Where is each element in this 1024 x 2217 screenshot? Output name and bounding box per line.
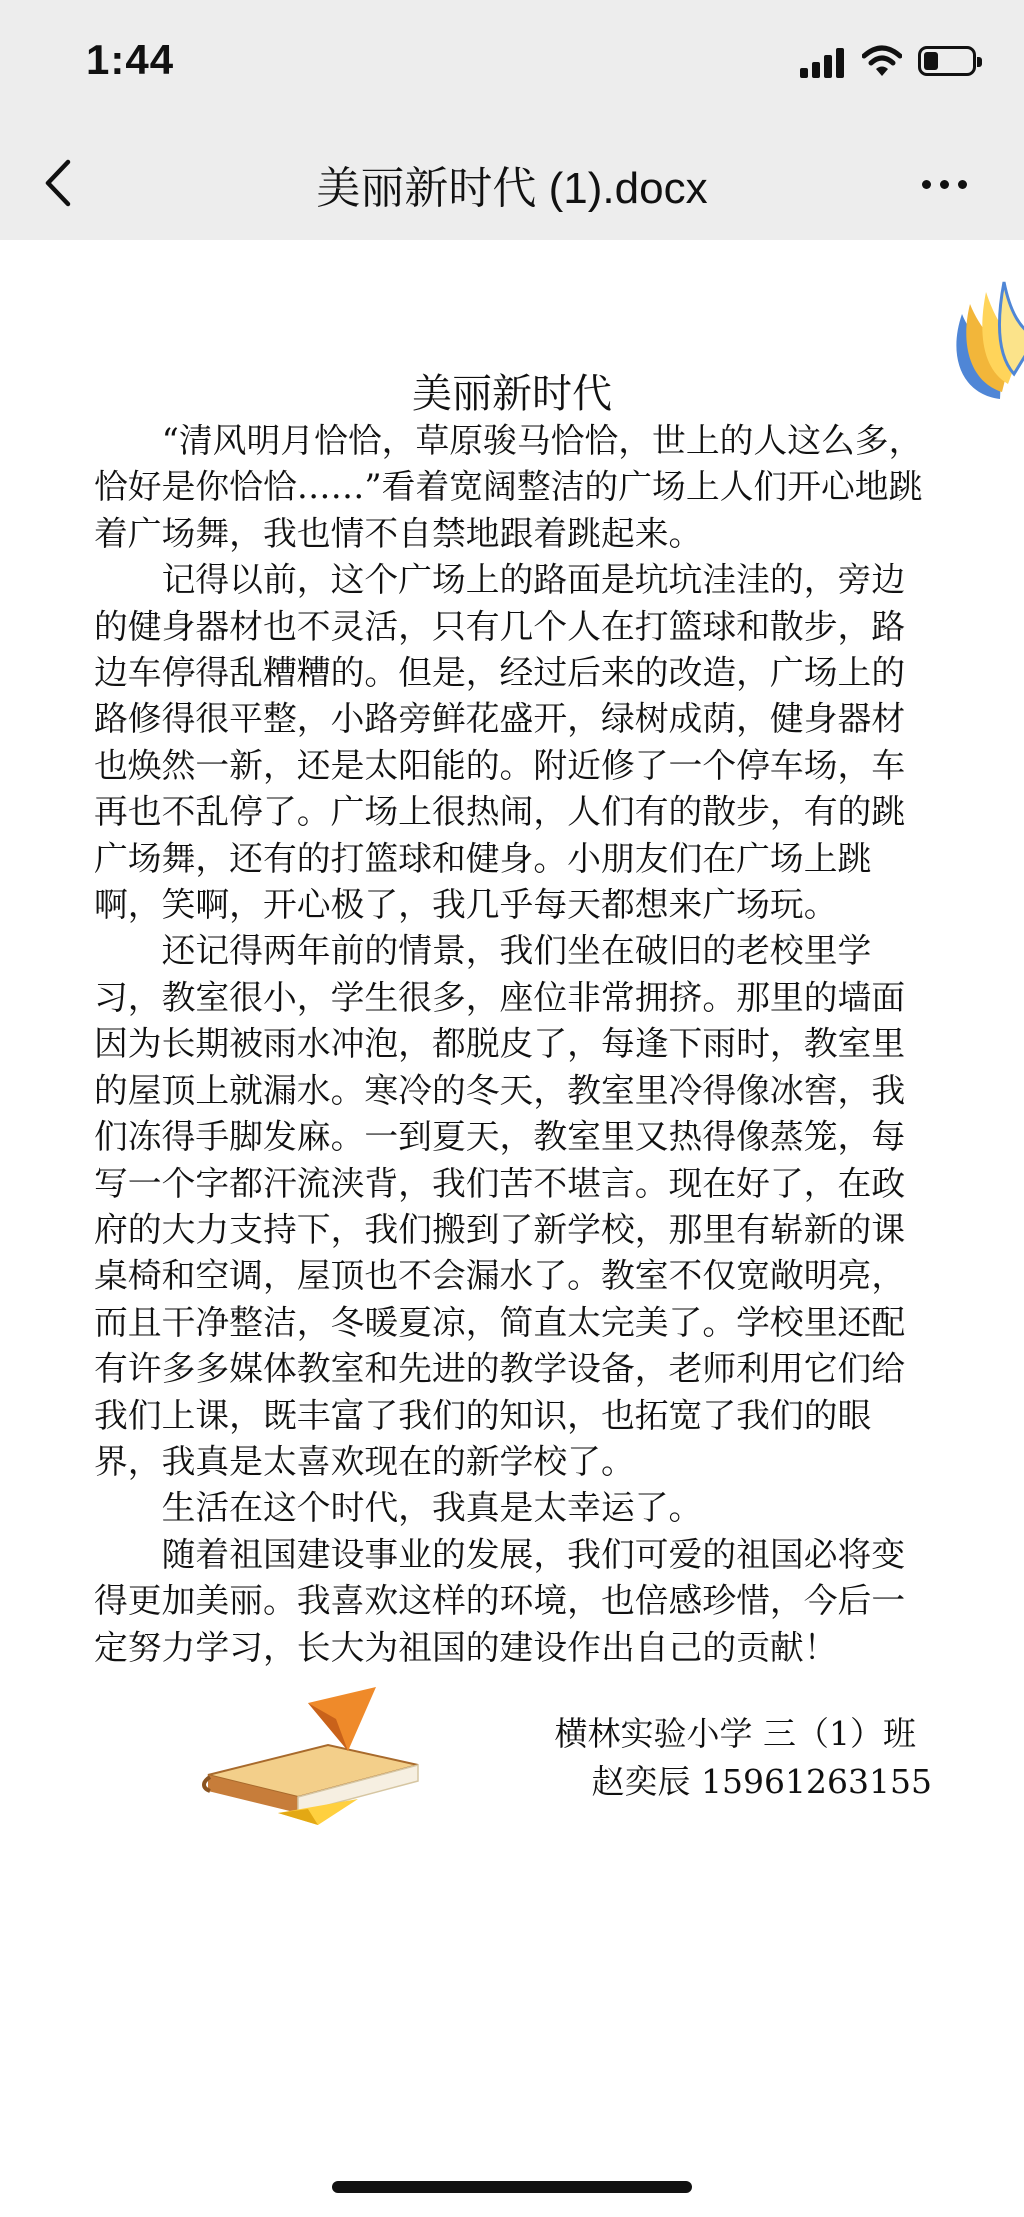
nav-title: 美丽新时代 (1).docx	[316, 164, 708, 213]
status-time: 1:44	[86, 36, 175, 83]
status-bar	[0, 0, 1024, 128]
chevron-left-icon	[36, 150, 86, 216]
cellular-signal-icon	[800, 48, 844, 78]
battery-icon	[918, 46, 976, 76]
more-dot	[940, 180, 949, 189]
more-button[interactable]	[910, 150, 980, 216]
author-line: 赵奕辰 15961263155	[591, 1762, 932, 1801]
paragraph: 随着祖国建设事业的发展，我们可爱的祖国必将变得更加美丽。我喜欢这样的环境，也倍感珍惜，今后一定努力学习，长大为祖国的建设作出自己的贡献！	[94, 1534, 906, 1667]
nav-bar	[0, 128, 1024, 240]
school-class-line: 横林实验小学 三（1）班	[554, 1714, 916, 1753]
paragraph: 还记得两年前的情景，我们坐在破旧的老校里学习，教室很小，学生很多，座位非常拥挤。那里的墙面因为长期被雨水冲泡，都脱皮了，每逢下雨时，教室里的屋顶上就漏水。寒冷的冬天，教室里冷得像冰窖，我们冻得手脚发麻。一到夏天，教室里又热得像蒸笼，每写一个字都汗流浃背，我们苦不堪言。现在好了，在政府的大力支持下，我们搬到了新学校，那里有崭新的课桌椅和空调，屋顶也不会漏水了。教室不仅宽敞明亮，而且干净整洁，冬暖夏凉，简直太完美了。学校里还配有许多多媒体教室和先进的教学设备，老师利用它们给我们上课，既丰富了我们的知识，也拓宽了我们的眼界，我真是太喜欢现在的新学校了。	[94, 931, 906, 1481]
paragraph: 记得以前，这个广场上的路面是坑坑洼洼的，旁边的健身器材也不灵活，只有几个人在打篮球和散步，路边车停得乱糟糟的。但是，经过后来的改造，广场上的路修得很平整，小路旁鲜花盛开，绿树成荫，健身器材也焕然一新，还是太阳能的。附近修了一个停车场，车再也不乱停了。广场上很热闹，人们有的散步，有的跳广场舞，还有的打篮球和健身。小朋友们在广场上跳啊，笑啊，开心极了，我几乎每天都想来广场玩。	[94, 560, 906, 925]
document-body	[94, 418, 934, 1671]
paragraph: “清风明月恰恰，草原骏马恰恰，世上的人这么多，恰好是你恰恰……”看着宽阔整洁的广场上人们开心地跳着广场舞，我也情不自禁地跟着跳起来。	[94, 421, 923, 553]
paragraph: 生活在这个时代，我真是太幸运了。	[161, 1488, 703, 1528]
document-view[interactable]	[0, 240, 1024, 2217]
wifi-icon	[862, 44, 902, 78]
book-with-paper-planes-icon	[198, 1685, 428, 1825]
document-title: 美丽新时代	[412, 371, 612, 417]
more-dot	[958, 180, 967, 189]
home-indicator[interactable]	[332, 2181, 692, 2193]
back-button[interactable]	[36, 150, 86, 216]
more-dot	[922, 180, 931, 189]
